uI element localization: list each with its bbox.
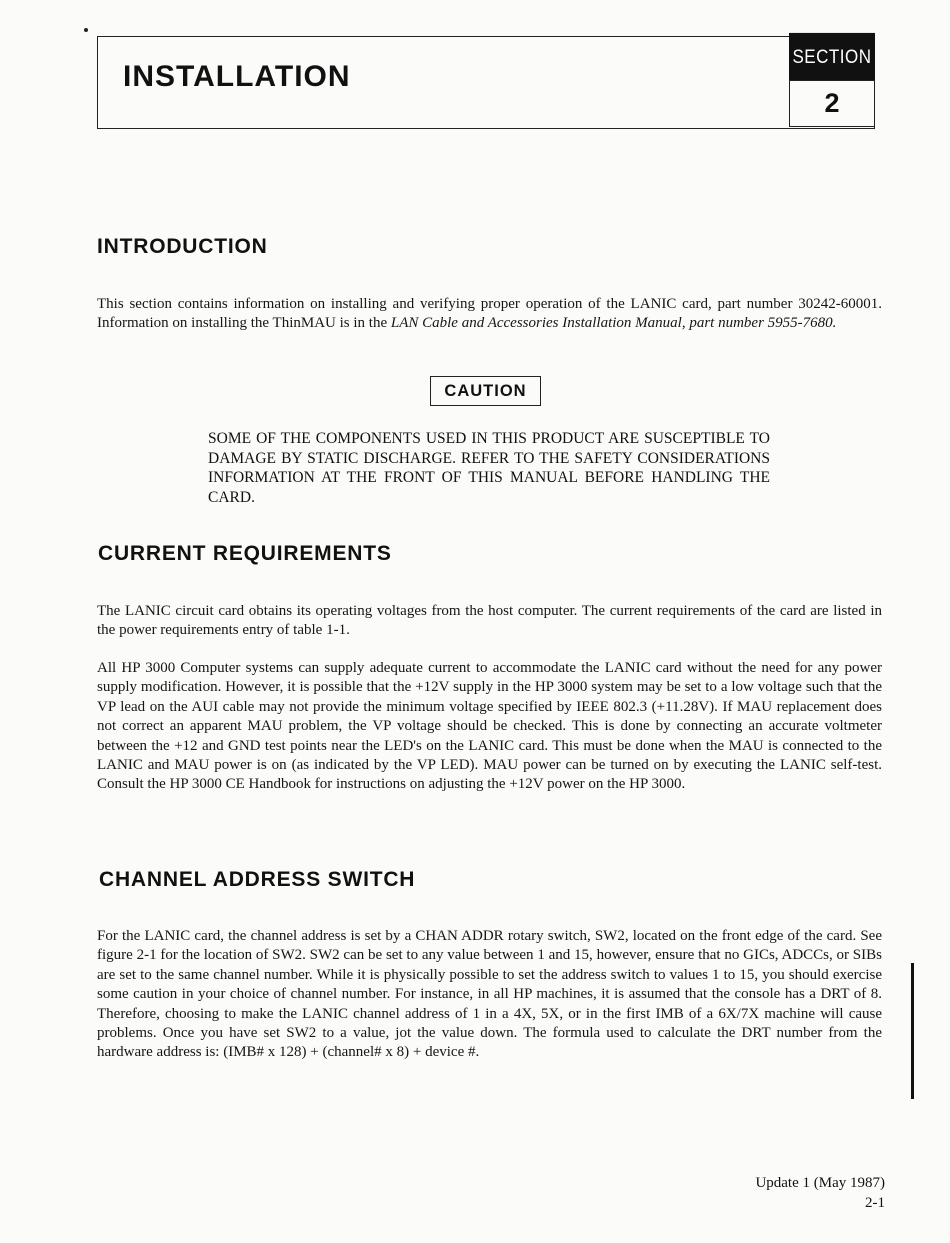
introduction-heading: INTRODUCTION bbox=[97, 235, 268, 258]
channel-address-switch-paragraph: For the LANIC card, the channel address is set by a CHAN ADDR rotary switch, SW2, located on the front edge of the card. See figure 2-1 for the location of SW2. SW2 can be set to any value between 1 and 15, however, ensure that no GICs, ADCCs, or SIBs are set to the same channel number. While it is physically possible to set the address switch to values 1 to 15, you should exercise some caution in your choice of channel number. For instance, in all HP machines, it is assumed that the console has a DRT of 8. Therefore, choosing to make the LANIC channel address of 1 in a 4X, 5X, or in the first IMB of a 6X/7X machine will cause problems. Once you have set SW2 to a value, jot the value down. The formula used to calculate the DRT number from the hardware address is: (IMB# x 128) + (channel# x 8) + device #. bbox=[97, 928, 882, 1061]
caution-text: SOME OF THE COMPONENTS USED IN THIS PRODUCT ARE SUSCEPTIBLE TO DAMAGE BY STATIC DISCHARGE. REFER TO THE SAFETY CONSIDERATIONS INFORMATION AT THE FRONT OF THIS MANUAL BEFORE HANDLING THE CARD. bbox=[208, 430, 770, 506]
section-label: SECTION bbox=[789, 33, 875, 80]
manual-reference: LAN Cable and Accessories Installation Manual, part number 5955-7680. bbox=[390, 315, 837, 332]
page-number: 2-1 bbox=[865, 1195, 885, 1211]
current-requirements-heading: CURRENT REQUIREMENTS bbox=[98, 542, 392, 565]
scan-speck bbox=[84, 28, 88, 32]
caution-label: CAUTION bbox=[444, 381, 527, 400]
caution-box bbox=[430, 376, 541, 406]
section-number: 2 bbox=[789, 80, 875, 127]
introduction-text: This section contains information on installing and verifying proper operation of the LANIC card, part number 30242-60001. Information on installing the ThinMAU is in the bbox=[97, 296, 882, 332]
introduction-paragraph bbox=[97, 295, 882, 334]
current-requirements-paragraph-2: All HP 3000 Computer systems can supply adequate current to accommodate the LANIC card without the need for any power supply modification. However, it is possible that the +12V supply in the HP 3000 system may be set to a low voltage such that the VP lead on the AUI cable may not provide the minimum voltage specified by IEEE 802.3 (+11.28V). If MAU replacement does not correct an apparent MAU problem, the VP voltage should be checked. This is done by connecting an accurate voltmeter between the +12 and GND test points near the LED's on the LANIC card. This must be done when the MAU is connected to the LANIC and MAU power is on (as indicated by the VP LED). MAU power can be turned on by executing the LANIC self-test. Consult the HP 3000 CE Handbook for instructions on adjusting the +12V power on the HP 3000. bbox=[97, 660, 882, 793]
change-bar bbox=[911, 963, 914, 1099]
current-requirements-paragraph-1: The LANIC circuit card obtains its operating voltages from the host computer. The current requirements of the card are listed in the power requirements entry of table 1-1. bbox=[97, 603, 882, 639]
footer-update: Update 1 (May 1987) bbox=[755, 1175, 885, 1191]
channel-address-switch-heading: CHANNEL ADDRESS SWITCH bbox=[99, 868, 416, 891]
page-title: INSTALLATION bbox=[123, 60, 351, 93]
